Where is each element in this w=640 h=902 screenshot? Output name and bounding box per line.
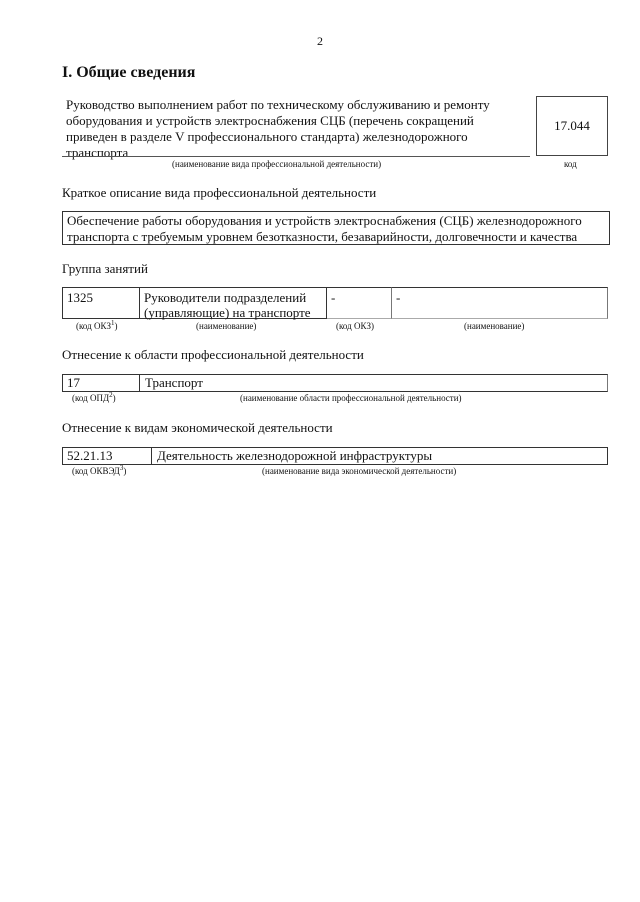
okz-name-caption-2: (наименование)	[464, 321, 525, 331]
okz-code-caption-2: (код ОКЗ)	[336, 321, 374, 331]
activity-underline	[62, 156, 530, 157]
activity-name: Руководство выполнением работ по техническому обслуживанию и ремонту оборудования и устройств электроснабжения СЦБ (перечень сокращений приведен в разделе V профессионального стандарта) железнодорожного транспорта	[66, 97, 490, 160]
okz-name-caption-1: (наименование)	[196, 321, 257, 331]
okz-name-1: Руководители подразделений (управляющие) на транспорте	[144, 290, 311, 320]
opd-name-cell	[140, 374, 608, 392]
okz-code-cell-2	[327, 287, 392, 319]
activity-code-caption: код	[564, 159, 577, 169]
okved-code-cell	[62, 447, 152, 465]
opd-code-cell	[62, 374, 140, 392]
okz-code-1: 1325	[67, 290, 93, 305]
opd-code: 17	[67, 375, 80, 390]
activity-code-box	[536, 96, 608, 156]
okved-name-cell	[152, 447, 608, 465]
opd-title: Отнесение к области профессиональной деятельности	[62, 347, 364, 362]
okz-name-cell-2	[392, 287, 608, 319]
okz-name-cell-1	[140, 287, 327, 319]
opd-code-caption: (код ОПД$^2$)	[72, 391, 116, 403]
activity-code: 17.044	[554, 118, 590, 133]
page-number: 2	[317, 34, 323, 48]
okved-name-caption: (наименование вида экономической деятельности)	[262, 466, 457, 476]
brief-description-box	[62, 211, 610, 245]
opd-name: Транспорт	[145, 375, 203, 390]
brief-description-text: Обеспечение работы оборудования и устройств электроснабжения (СЦБ) железнодорожного транспорта с требуемым уровнем безотказности, безаварийности, долговечности и качества	[67, 213, 582, 244]
brief-description-title: Краткое описание вида профессиональной деятельности	[62, 185, 377, 200]
opd-name-caption: (наименование области профессиональной деятельности)	[240, 393, 462, 403]
activity-name-caption: (наименование вида профессиональной деятельности)	[172, 159, 382, 169]
okved-code-caption: (код ОКВЭД$^3$)	[72, 464, 127, 476]
okved-name: Деятельность железнодорожной инфраструктуры	[157, 448, 433, 463]
okz-name-2: -	[396, 290, 401, 305]
occupation-group-title: Группа занятий	[62, 261, 148, 276]
okved-title: Отнесение к видам экономической деятельности	[62, 420, 333, 435]
section-title: I. Общие сведения	[62, 64, 196, 81]
okz-code-2: -	[331, 290, 336, 305]
okved-code: 52.21.13	[67, 448, 113, 463]
okz-code-cell-1	[62, 287, 140, 319]
okz-code-caption-1: (код ОКЗ$^1$)	[76, 319, 118, 331]
